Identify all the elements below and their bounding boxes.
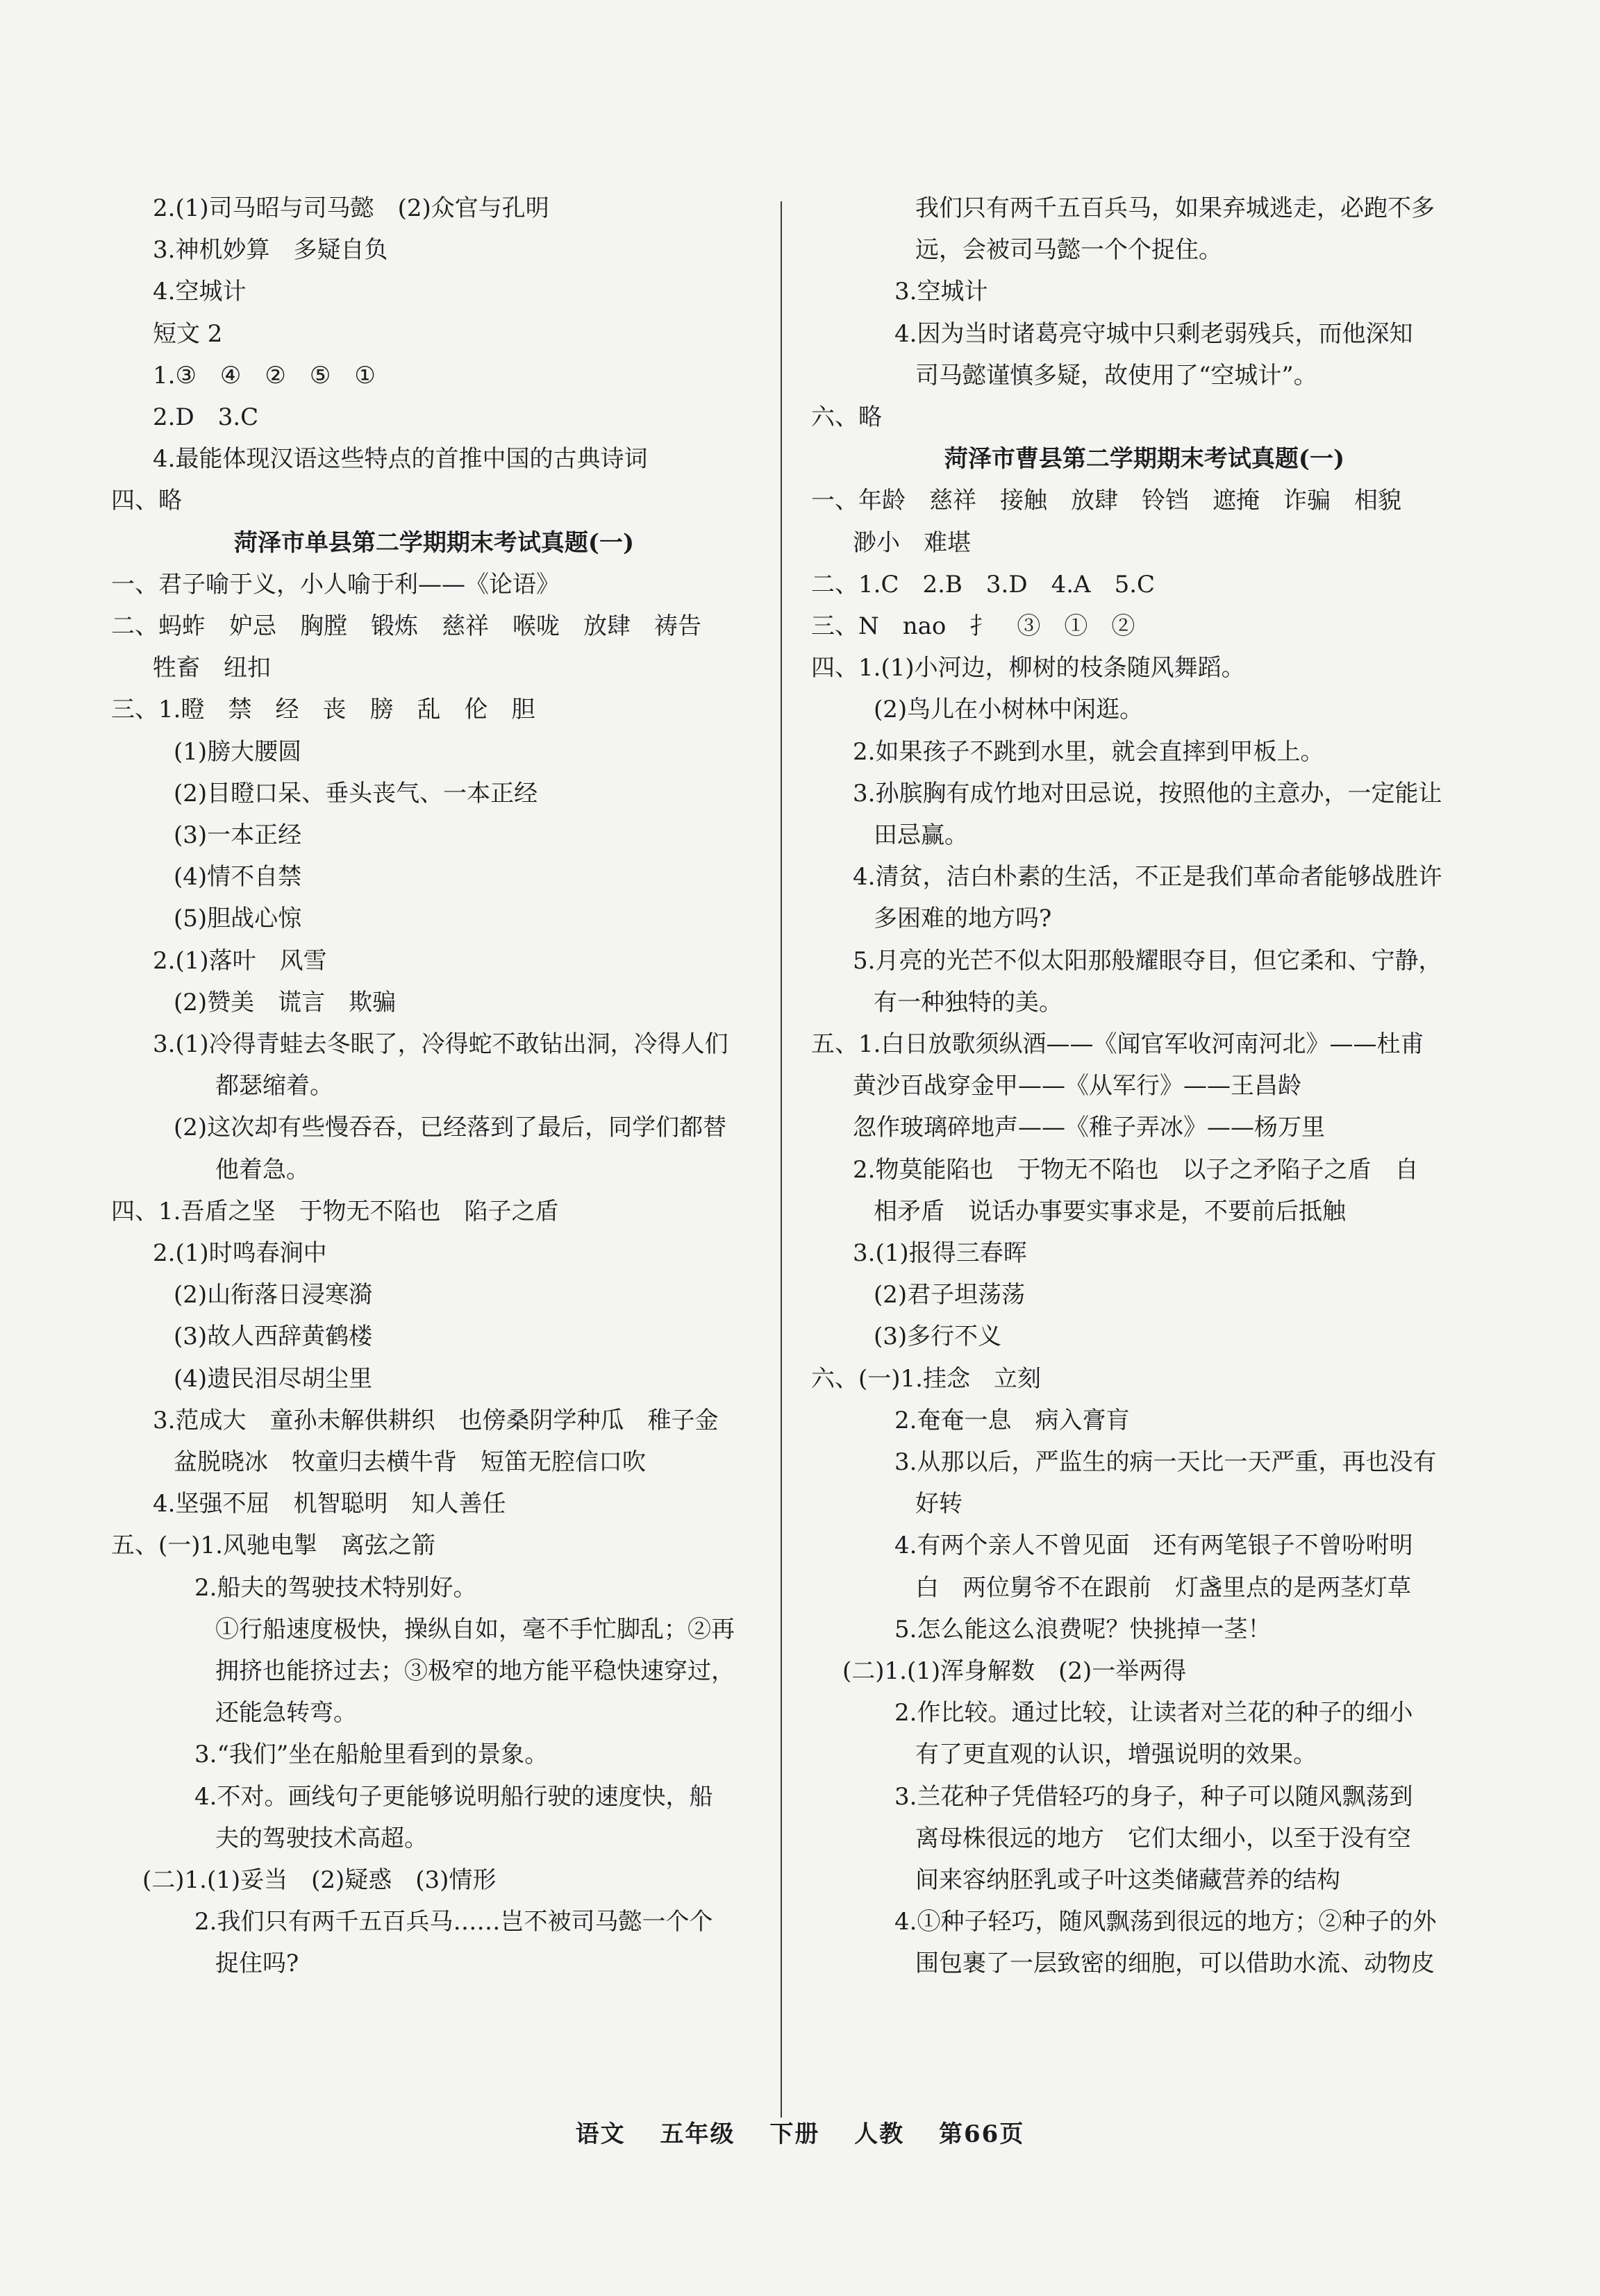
- answer-line: 4.有两个亲人不曾见面 还有两笔银子不曾吩咐明: [894, 1532, 1413, 1559]
- page-footer: [0, 2115, 1600, 2149]
- answer-line: 五、1.白日放歌须纵酒——《闻官军收河南河北》——杜甫: [811, 1030, 1424, 1058]
- answer-line: 4.不对。画线句子更能够说明船行驶的速度快，船: [194, 1783, 713, 1811]
- answer-line: 牲畜 纽扣: [153, 654, 271, 682]
- answer-line: 2.作比较。通过比较，让读者对兰花的种子的细小: [894, 1699, 1413, 1727]
- answer-line: 田忌赢。: [874, 821, 968, 849]
- answer-line: 捉住吗?: [215, 1950, 299, 1977]
- answer-line: 3.(1)冷得青蛙去冬眠了，冷得蛇不敢钻出洞，冷得人们: [153, 1030, 728, 1058]
- answer-line: 司马懿谨慎多疑，故使用了“空城计”。: [915, 362, 1317, 389]
- answer-line: (2)山衔落日浸寒漪: [174, 1281, 373, 1309]
- answer-line: 3.范成大 童孙未解供耕织 也傍桑阴学种瓜 稚子金: [153, 1407, 719, 1434]
- answer-line: 相矛盾 说话办事要实事求是，不要前后抵触: [874, 1198, 1346, 1225]
- answer-line: 2.(1)时鸣春涧中: [153, 1239, 327, 1267]
- answer-line: (2)这次却有些慢吞吞，已经落到了最后，同学们都替: [174, 1114, 727, 1141]
- answer-line: 二、1.C 2.B 3.D 4.A 5.C: [811, 571, 1156, 598]
- answer-line: 我们只有两千五百兵马，如果弃城逃走，必跑不多: [915, 194, 1435, 222]
- answer-line: 2.我们只有两千五百兵马……岂不被司马懿一个个: [194, 1908, 713, 1936]
- answer-line: (4)遗民泪尽胡尘里: [174, 1365, 373, 1393]
- footer-page-number: 第66页: [939, 2120, 1025, 2148]
- answer-line: 2.(1)落叶 风雪: [153, 947, 327, 975]
- answer-line: 还能急转弯。: [215, 1699, 357, 1727]
- answer-line: 拥挤也能挤过去；③极窄的地方能平稳快速穿过，: [215, 1657, 735, 1685]
- answer-line: 2.奄奄一息 病入膏肓: [894, 1407, 1130, 1434]
- answer-line: (5)胆战心惊: [174, 905, 302, 932]
- answer-line: 他着急。: [215, 1156, 310, 1184]
- answer-line: 4.清贫，洁白朴素的生活，不正是我们革命者能够战胜许: [853, 863, 1442, 891]
- answer-line: 渺小 难堪: [853, 529, 971, 557]
- answer-line: 有了更直观的认识，增强说明的效果。: [915, 1741, 1317, 1768]
- answer-line: 4.空城计: [153, 278, 247, 305]
- answer-line: (二)1.(1)浑身解数 (2)一举两得: [842, 1657, 1187, 1685]
- answer-line: 4.因为当时诸葛亮守城中只剩老弱残兵，而他深知: [894, 320, 1413, 348]
- answer-line: (2)君子坦荡荡: [874, 1281, 1026, 1309]
- answer-line: (3)多行不义: [874, 1323, 1002, 1350]
- answer-line: 忽作玻璃碎地声——《稚子弄冰》——杨万里: [853, 1114, 1325, 1141]
- answer-line: 2.船夫的驾驶技术特别好。: [194, 1574, 477, 1602]
- answer-line: (二)1.(1)妥当 (2)疑惑 (3)情形: [142, 1866, 497, 1894]
- answer-line: 4.坚强不屈 机智聪明 知人善任: [153, 1490, 506, 1518]
- answer-line: 3.兰花种子凭借轻巧的身子，种子可以随风飘荡到: [894, 1783, 1413, 1811]
- answer-line: 盆脱晓冰 牧童归去横牛背 短笛无腔信口吹: [174, 1448, 646, 1476]
- answer-line: (3)故人西辞黄鹤楼: [174, 1323, 373, 1350]
- column-divider: [781, 201, 782, 2118]
- section-heading: 菏泽市单县第二学期期末考试真题(一): [233, 529, 635, 557]
- answer-line: 3.“我们”坐在船舱里看到的景象。: [194, 1741, 549, 1768]
- answer-line: 围包裹了一层致密的细胞，可以借助水流、动物皮: [915, 1950, 1435, 1977]
- footer-volume: 下册: [769, 2120, 820, 2148]
- answer-line: 白 两位舅爷不在跟前 灯盏里点的是两茎灯草: [915, 1574, 1411, 1602]
- answer-line: 4.最能体现汉语这些特点的首推中国的古典诗词: [153, 445, 648, 473]
- answer-line: ①行船速度极快，操纵自如，毫不手忙脚乱；②再: [215, 1616, 735, 1643]
- answer-line: 2.(1)司马昭与司马懿 (2)众官与孔明: [153, 194, 549, 222]
- answer-line: 有一种独特的美。: [874, 989, 1062, 1016]
- answer-line: (1)膀大腰圆: [174, 738, 302, 766]
- answer-line: 离母株很远的地方 它们太细小，以至于没有空: [915, 1825, 1411, 1852]
- answer-line: 四、略: [111, 487, 182, 514]
- answer-line: 黄沙百战穿金甲——《从军行》——王昌龄: [853, 1072, 1301, 1100]
- answer-line: 一、年龄 慈祥 接触 放肆 铃铛 遮掩 诈骗 相貌: [811, 487, 1401, 514]
- answer-line: 3.从那以后，严监生的病一天比一天严重，再也没有: [894, 1448, 1437, 1476]
- answer-line: 二、蚂蚱 妒忌 胸膛 锻炼 慈祥 喉咙 放肆 祷告: [111, 612, 701, 640]
- answer-line: 四、1.吾盾之坚 于物无不陷也 陷子之盾: [111, 1198, 559, 1225]
- answer-line: 3.神机妙算 多疑自负: [153, 236, 388, 264]
- answer-line: 五、(一)1.风驰电掣 离弦之箭: [111, 1532, 435, 1559]
- footer-subject: 语文: [575, 2120, 626, 2148]
- footer-edition: 人教: [854, 2120, 905, 2148]
- answer-line: 四、1.(1)小河边，柳树的枝条随风舞蹈。: [811, 654, 1245, 682]
- answer-line: 短文 2: [153, 320, 223, 348]
- answer-line: 好转: [915, 1490, 962, 1518]
- answer-line: (3)一本正经: [174, 821, 302, 849]
- answer-line: 3.空城计: [894, 278, 988, 305]
- answer-line: 间来容纳胚乳或子叶这类储藏营养的结构: [915, 1866, 1340, 1894]
- answer-line: 夫的驾驶技术高超。: [215, 1825, 428, 1852]
- answer-line: 3.孙膑胸有成竹地对田忌说，按照他的主意办，一定能让: [853, 780, 1442, 807]
- answer-line: 三、1.瞪 禁 经 丧 膀 乱 伦 胆: [111, 696, 535, 723]
- footer-grade: 五年级: [660, 2120, 735, 2148]
- answer-line: (2)目瞪口呆、垂头丧气、一本正经: [174, 780, 538, 807]
- answer-line: 4.①种子轻巧，随风飘荡到很远的地方；②种子的外: [894, 1908, 1437, 1936]
- answer-line: 5.怎么能这么浪费呢？快挑掉一茎！: [894, 1616, 1272, 1643]
- answer-line: 1.③ ④ ② ⑤ ①: [153, 362, 376, 389]
- answer-line: 都瑟缩着。: [215, 1072, 333, 1100]
- answer-line: 2.D 3.C: [153, 403, 259, 431]
- answer-line: 远，会被司马懿一个个捉住。: [915, 236, 1222, 264]
- answer-line: 3.(1)报得三春晖: [853, 1239, 1027, 1267]
- answer-line: 多困难的地方吗?: [874, 905, 1052, 932]
- answer-line: (2)赞美 谎言 欺骗: [174, 989, 397, 1016]
- answer-line: 六、略: [811, 403, 882, 431]
- answer-line: (2)鸟儿在小树林中闲逛。: [874, 696, 1144, 723]
- answer-line: 2.如果孩子不跳到水里，就会直摔到甲板上。: [853, 738, 1324, 766]
- answer-line: (4)情不自禁: [174, 863, 302, 891]
- section-heading: 菏泽市曹县第二学期期末考试真题(一): [944, 445, 1345, 473]
- answer-line: 5.月亮的光芒不似太阳那般耀眼夺目，但它柔和、宁静，: [853, 947, 1442, 975]
- answer-line: 六、(一)1.挂念 立刻: [811, 1365, 1041, 1393]
- answer-line: 一、君子喻于义，小人喻于利——《论语》: [111, 571, 560, 598]
- answer-line: 2.物莫能陷也 于物无不陷也 以子之矛陷子之盾 自: [853, 1156, 1419, 1184]
- answer-line: 三、N nao 扌 ③ ① ②: [811, 612, 1135, 640]
